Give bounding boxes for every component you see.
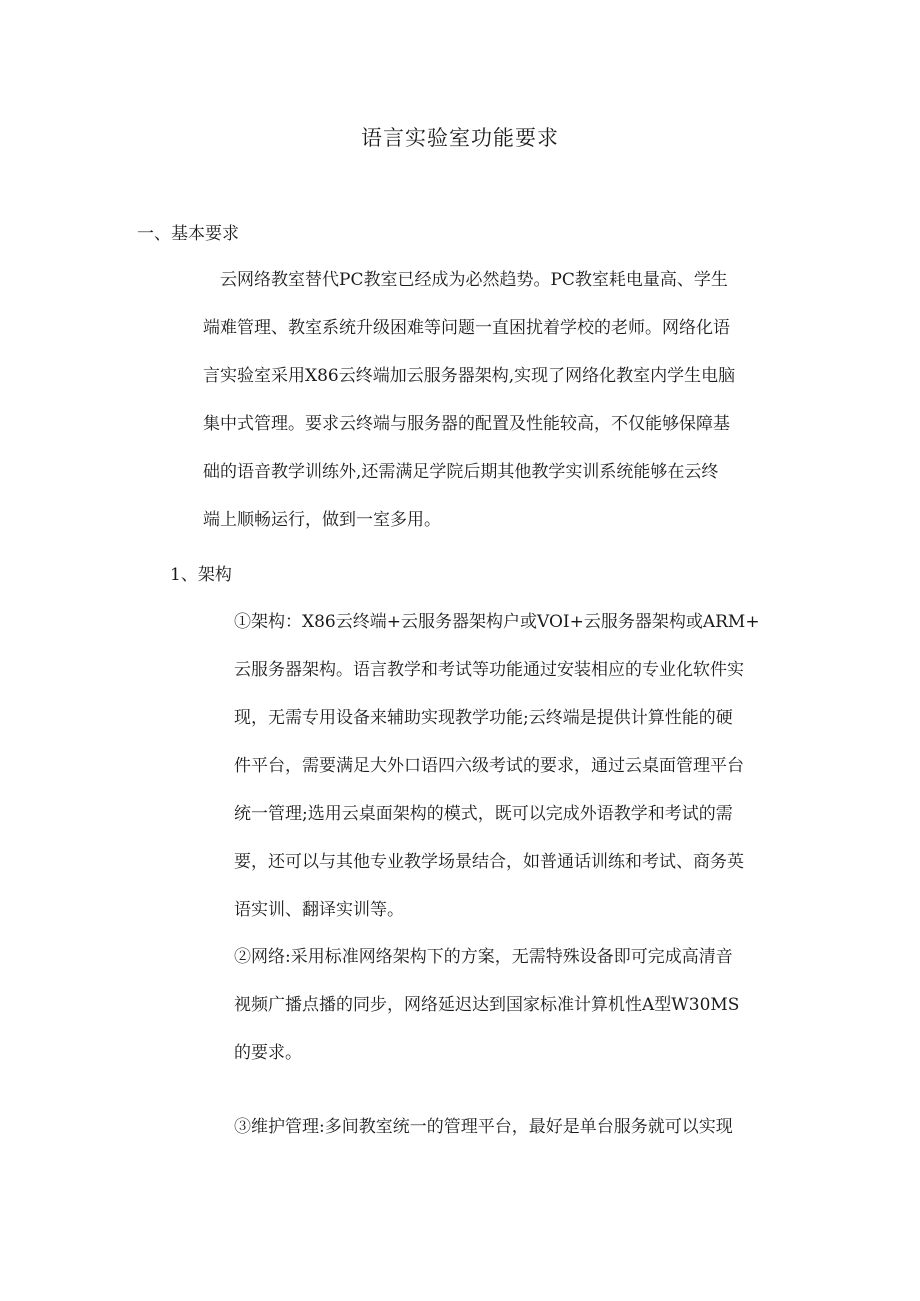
maintenance-item-paragraph xyxy=(234,1103,785,1151)
subsection-heading-architecture: 1、架构 xyxy=(170,565,232,585)
paragraph-line: 统一管理;选用云桌面架构的模式，既可以完成外语教学和考试的需 xyxy=(234,804,733,824)
paragraph-line: ①架构：X86云终端+云服务器架构户或VOI+云服务器架构或ARM+ xyxy=(234,612,760,632)
paragraph-line: 言实验室采用X86云终端加云服务器架构,实现了网络化教室内学生电脑 xyxy=(203,366,736,386)
paragraph-line: 云网络教室替代PC教室已经成为必然趋势。PC教室耗电量高、学生 xyxy=(203,270,728,290)
architecture-item-paragraph xyxy=(234,598,785,934)
section-heading-basic-requirements: 一、基本要求 xyxy=(137,224,239,244)
paragraph-line: 云服务器架构。语言教学和考试等功能通过安装相应的专业化软件实 xyxy=(234,660,744,680)
paragraph-line: 视频广播点播的同步，网络延迟达到国家标准计算机性A型W30MS xyxy=(234,995,740,1015)
document-title: 语言实验室功能要求 xyxy=(361,126,559,150)
paragraph-line: 语实训、翻译实训等。 xyxy=(234,900,404,920)
paragraph-line: 端难管理、教室系统升级困难等问题一直困扰着学校的老师。网络化语 xyxy=(203,318,730,338)
paragraph-line: 集中式管理。要求云终端与服务器的配置及性能较高，不仅能够保障基 xyxy=(203,414,730,434)
paragraph-line: 础的语音教学训练外,还需满足学院后期其他教学实训系统能够在云终 xyxy=(203,462,719,482)
paragraph-line: 件平台，需要满足大外口语四六级考试的要求，通过云桌面管理平台 xyxy=(234,756,744,776)
paragraph-line: 要，还可以与其他专业教学场景结合，如普通话训练和考试、商务英 xyxy=(234,852,744,872)
paragraph-line: 现，无需专用设备来辅助实现教学功能;云终端是提供计算性能的硬 xyxy=(234,708,733,728)
network-item-paragraph xyxy=(234,933,785,1077)
paragraph-line: 的要求。 xyxy=(234,1043,302,1063)
basic-requirements-paragraph xyxy=(203,256,785,544)
paragraph-line: 端上顺畅运行，做到一室多用。 xyxy=(203,510,441,530)
paragraph-line: ③维护管理:多间教室统一的管理平台，最好是单台服务就可以实现 xyxy=(234,1117,733,1137)
paragraph-line: ②网络:采用标准网络架构下的方案，无需特殊设备即可完成高清音 xyxy=(234,947,733,967)
